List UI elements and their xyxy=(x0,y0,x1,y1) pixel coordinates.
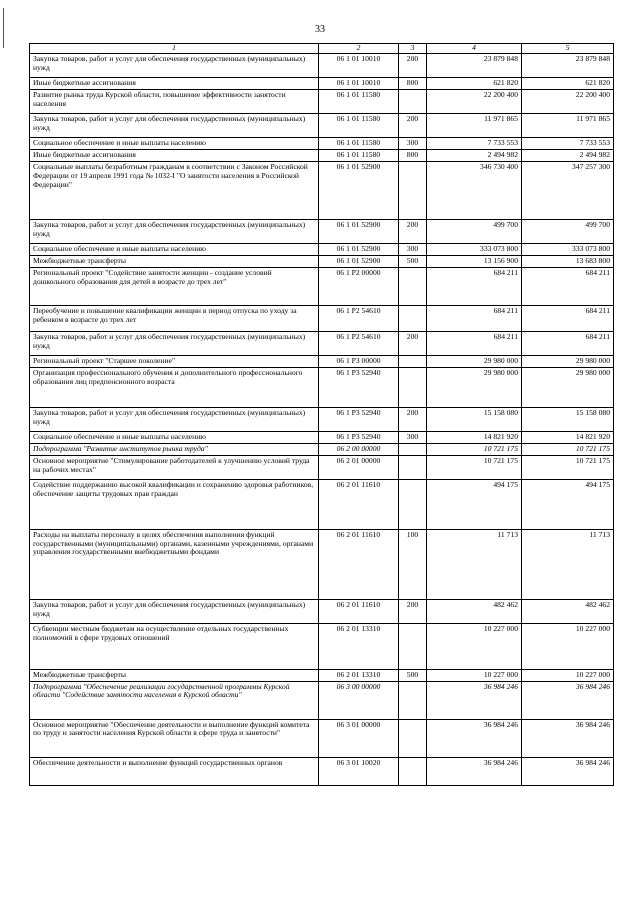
row-amount-1-cell: 7 733 553 xyxy=(427,137,522,149)
row-name-cell: Социальное обеспечение и иные выплаты населению xyxy=(30,243,319,255)
row-code-cell: 06 1 P2 54610 xyxy=(319,305,399,331)
row-amount-1-cell: 36 984 246 xyxy=(427,681,522,719)
row-expense-type-cell: 300 xyxy=(399,137,427,149)
row-code-cell: 06 1 01 10010 xyxy=(319,77,399,89)
page-number: 33 xyxy=(315,24,325,35)
row-amount-2-cell: 2 494 982 xyxy=(522,149,614,161)
row-amount-2-cell: 10 227 000 xyxy=(522,623,614,669)
row-code-cell: 06 1 P2 54610 xyxy=(319,331,399,355)
row-expense-type-cell: 200 xyxy=(399,331,427,355)
row-name-cell: Иные бюджетные ассигнования xyxy=(30,77,319,89)
row-expense-type-cell xyxy=(399,89,427,113)
row-expense-type-cell: 200 xyxy=(399,219,427,243)
row-code-cell: 06 1 P3 00000 xyxy=(319,355,399,367)
table-row xyxy=(30,243,614,255)
row-expense-type-cell: 500 xyxy=(399,669,427,681)
row-amount-1-cell: 10 721 175 xyxy=(427,455,522,479)
budget-table xyxy=(29,43,614,786)
row-code-cell: 06 2 01 00000 xyxy=(319,455,399,479)
row-name-cell: Закупка товаров, работ и услуг для обеспечения государственных (муниципальных) нужд xyxy=(30,599,319,623)
table-row xyxy=(30,355,614,367)
row-amount-2-cell: 499 700 xyxy=(522,219,614,243)
row-name-cell: Развитие рынка труда Курской области, повышение эффективности занятости населения xyxy=(30,89,319,113)
header-row xyxy=(30,44,614,54)
table-row xyxy=(30,219,614,243)
row-code-cell: 06 3 01 10020 xyxy=(319,757,399,785)
table-row xyxy=(30,53,614,77)
row-expense-type-cell: 200 xyxy=(399,53,427,77)
row-code-cell: 06 2 01 13310 xyxy=(319,669,399,681)
row-name-cell: Социальное обеспечение и иные выплаты населению xyxy=(30,137,319,149)
row-expense-type-cell xyxy=(399,305,427,331)
row-code-cell: 06 1 P3 52940 xyxy=(319,367,399,407)
row-name-cell: Подпрограмма "Обеспечение реализации государственной программы Курской области "Содействие занятости населения в Курской области" xyxy=(30,681,319,719)
row-amount-1-cell: 684 211 xyxy=(427,305,522,331)
row-amount-1-cell: 36 984 246 xyxy=(427,719,522,757)
table-row xyxy=(30,255,614,267)
row-name-cell: Основное мероприятие "Стимулирование работодателей к улучшению условий труда на рабочих местах" xyxy=(30,455,319,479)
row-amount-2-cell: 482 462 xyxy=(522,599,614,623)
table-row xyxy=(30,113,614,137)
table-row xyxy=(30,305,614,331)
row-expense-type-cell: 800 xyxy=(399,149,427,161)
row-expense-type-cell: 100 xyxy=(399,529,427,599)
row-amount-2-cell: 684 211 xyxy=(522,305,614,331)
row-expense-type-cell: 200 xyxy=(399,407,427,431)
row-expense-type-cell xyxy=(399,443,427,455)
row-amount-1-cell: 684 211 xyxy=(427,331,522,355)
row-expense-type-cell xyxy=(399,161,427,219)
row-amount-2-cell: 684 211 xyxy=(522,267,614,305)
row-name-cell: Межбюджетные трансферты xyxy=(30,255,319,267)
row-code-cell: 06 1 01 10010 xyxy=(319,53,399,77)
row-amount-1-cell: 15 158 080 xyxy=(427,407,522,431)
table-row xyxy=(30,529,614,599)
row-code-cell: 06 1 P3 52940 xyxy=(319,407,399,431)
row-code-cell: 06 1 01 52900 xyxy=(319,161,399,219)
row-code-cell: 06 2 00 00000 xyxy=(319,443,399,455)
row-amount-1-cell: 29 980 000 xyxy=(427,355,522,367)
row-code-cell: 06 1 P3 52940 xyxy=(319,431,399,443)
row-name-cell: Содействие поддержанию высокой квалификации и сохранению здоровья работников, обеспечение защиты трудовых прав граждан xyxy=(30,479,319,529)
table-row xyxy=(30,623,614,669)
row-amount-1-cell: 494 175 xyxy=(427,479,522,529)
row-expense-type-cell: 200 xyxy=(399,113,427,137)
row-name-cell: Закупка товаров, работ и услуг для обеспечения государственных (муниципальных) нужд xyxy=(30,407,319,431)
row-name-cell: Переобучение и повышение квалификации женщин в период отпуска по уходу за ребенком в возрасте до трех лет xyxy=(30,305,319,331)
row-name-cell: Закупка товаров, работ и услуг для обеспечения государственных (муниципальных) нужд xyxy=(30,219,319,243)
table-row xyxy=(30,407,614,431)
table-row xyxy=(30,719,614,757)
row-name-cell: Социальные выплаты безработным гражданам в соответствии с Законом Российской Федерации от 19 апреля 1991 года № 1032-I "О занятости населения в Российской Федерации" xyxy=(30,161,319,219)
row-amount-2-cell: 10 721 175 xyxy=(522,455,614,479)
row-code-cell: 06 2 01 11610 xyxy=(319,599,399,623)
row-amount-2-cell: 11 713 xyxy=(522,529,614,599)
row-expense-type-cell xyxy=(399,757,427,785)
table-row xyxy=(30,455,614,479)
row-name-cell: Закупка товаров, работ и услуг для обеспечения государственных (муниципальных) нужд xyxy=(30,53,319,77)
row-expense-type-cell xyxy=(399,623,427,669)
row-amount-2-cell: 621 820 xyxy=(522,77,614,89)
table-row xyxy=(30,431,614,443)
row-name-cell: Подпрограмма "Развитие институтов рынка труда" xyxy=(30,443,319,455)
row-name-cell: Закупка товаров, работ и услуг для обеспечения государственных (муниципальных) нужд xyxy=(30,113,319,137)
row-amount-1-cell: 621 820 xyxy=(427,77,522,89)
row-amount-1-cell: 346 730 400 xyxy=(427,161,522,219)
row-expense-type-cell xyxy=(399,455,427,479)
row-amount-2-cell: 22 200 400 xyxy=(522,89,614,113)
row-expense-type-cell xyxy=(399,267,427,305)
row-amount-2-cell: 14 821 920 xyxy=(522,431,614,443)
row-code-cell: 06 1 01 11580 xyxy=(319,113,399,137)
row-amount-1-cell: 11 971 865 xyxy=(427,113,522,137)
row-name-cell: Организация профессионального обучения и дополнительного профессионального образования лиц предпенсионного возраста xyxy=(30,367,319,407)
table-row xyxy=(30,267,614,305)
row-amount-1-cell: 482 462 xyxy=(427,599,522,623)
row-code-cell: 06 2 01 11610 xyxy=(319,479,399,529)
row-amount-2-cell: 15 158 080 xyxy=(522,407,614,431)
row-name-cell: Региональный проект "Содействие занятости женщин - создание условий дошкольного образования для детей в возрасте до трех лет" xyxy=(30,267,319,305)
row-amount-1-cell: 2 494 982 xyxy=(427,149,522,161)
header-cell: 3 xyxy=(399,44,427,54)
table-row xyxy=(30,669,614,681)
row-code-cell: 06 1 01 52900 xyxy=(319,243,399,255)
row-name-cell: Иные бюджетные ассигнования xyxy=(30,149,319,161)
row-amount-1-cell: 29 980 000 xyxy=(427,367,522,407)
table-row xyxy=(30,681,614,719)
row-amount-2-cell: 333 073 800 xyxy=(522,243,614,255)
row-amount-1-cell: 333 073 800 xyxy=(427,243,522,255)
row-amount-2-cell: 11 971 865 xyxy=(522,113,614,137)
row-amount-1-cell: 23 879 848 xyxy=(427,53,522,77)
row-code-cell: 06 2 01 11610 xyxy=(319,529,399,599)
row-expense-type-cell: 300 xyxy=(399,431,427,443)
row-expense-type-cell: 200 xyxy=(399,599,427,623)
row-code-cell: 06 1 01 11580 xyxy=(319,89,399,113)
row-amount-2-cell: 36 984 246 xyxy=(522,719,614,757)
header-cell: 1 xyxy=(30,44,319,54)
row-amount-2-cell: 494 175 xyxy=(522,479,614,529)
row-expense-type-cell: 300 xyxy=(399,243,427,255)
header-cell: 4 xyxy=(427,44,522,54)
table-row xyxy=(30,757,614,785)
row-amount-2-cell: 684 211 xyxy=(522,331,614,355)
row-name-cell: Межбюджетные трансферты xyxy=(30,669,319,681)
row-name-cell: Субвенции местным бюджетам на осуществление отдельных государственных полномочий в сфере трудовых отношений xyxy=(30,623,319,669)
row-name-cell: Закупка товаров, работ и услуг для обеспечения государственных (муниципальных) нужд xyxy=(30,331,319,355)
row-expense-type-cell xyxy=(399,719,427,757)
row-name-cell: Расходы на выплаты персоналу в целях обеспечения выполнения функций государственными (муниципальными) органами, казенными учреждениями, органами управления государственными внебюджетными фондами xyxy=(30,529,319,599)
row-amount-1-cell: 10 227 000 xyxy=(427,669,522,681)
row-code-cell: 06 1 01 52900 xyxy=(319,219,399,243)
header-cell: 5 xyxy=(522,44,614,54)
row-expense-type-cell xyxy=(399,681,427,719)
row-amount-2-cell: 347 257 300 xyxy=(522,161,614,219)
row-amount-2-cell: 23 879 848 xyxy=(522,53,614,77)
row-amount-2-cell: 36 984 246 xyxy=(522,757,614,785)
row-amount-2-cell: 29 980 000 xyxy=(522,367,614,407)
row-amount-2-cell: 13 683 800 xyxy=(522,255,614,267)
row-amount-1-cell: 10 721 175 xyxy=(427,443,522,455)
table-row xyxy=(30,599,614,623)
row-code-cell: 06 1 P2 00000 xyxy=(319,267,399,305)
header-cell: 2 xyxy=(319,44,399,54)
row-expense-type-cell xyxy=(399,355,427,367)
row-name-cell: Обеспечение деятельности и выполнение функций государственных органов xyxy=(30,757,319,785)
row-amount-1-cell: 684 211 xyxy=(427,267,522,305)
row-expense-type-cell xyxy=(399,479,427,529)
table-row xyxy=(30,89,614,113)
row-amount-1-cell: 14 821 920 xyxy=(427,431,522,443)
row-amount-1-cell: 11 713 xyxy=(427,529,522,599)
row-code-cell: 06 3 01 00000 xyxy=(319,719,399,757)
row-amount-1-cell: 499 700 xyxy=(427,219,522,243)
table-row xyxy=(30,479,614,529)
table-row xyxy=(30,137,614,149)
row-expense-type-cell xyxy=(399,367,427,407)
row-amount-1-cell: 13 156 900 xyxy=(427,255,522,267)
table-row xyxy=(30,443,614,455)
row-amount-2-cell: 7 733 553 xyxy=(522,137,614,149)
table-row xyxy=(30,161,614,219)
table-row xyxy=(30,77,614,89)
row-amount-2-cell: 10 227 000 xyxy=(522,669,614,681)
row-code-cell: 06 2 01 13310 xyxy=(319,623,399,669)
row-name-cell: Основное мероприятие "Обеспечение деятельности и выполнение функций комитета по труду и занятости населения Курской области в сфере труда и занятости" xyxy=(30,719,319,757)
row-amount-1-cell: 36 984 246 xyxy=(427,757,522,785)
row-code-cell: 06 3 00 00000 xyxy=(319,681,399,719)
row-amount-2-cell: 10 721 175 xyxy=(522,443,614,455)
row-code-cell: 06 1 01 11580 xyxy=(319,149,399,161)
table-row xyxy=(30,331,614,355)
row-amount-1-cell: 22 200 400 xyxy=(427,89,522,113)
row-amount-1-cell: 10 227 000 xyxy=(427,623,522,669)
row-expense-type-cell: 500 xyxy=(399,255,427,267)
row-amount-2-cell: 36 984 246 xyxy=(522,681,614,719)
row-name-cell: Региональный проект "Старшее поколение" xyxy=(30,355,319,367)
row-amount-2-cell: 29 980 000 xyxy=(522,355,614,367)
row-code-cell: 06 1 01 52900 xyxy=(319,255,399,267)
table-row xyxy=(30,149,614,161)
table-row xyxy=(30,367,614,407)
row-expense-type-cell: 800 xyxy=(399,77,427,89)
row-code-cell: 06 1 01 11580 xyxy=(319,137,399,149)
row-name-cell: Социальное обеспечение и иные выплаты населению xyxy=(30,431,319,443)
